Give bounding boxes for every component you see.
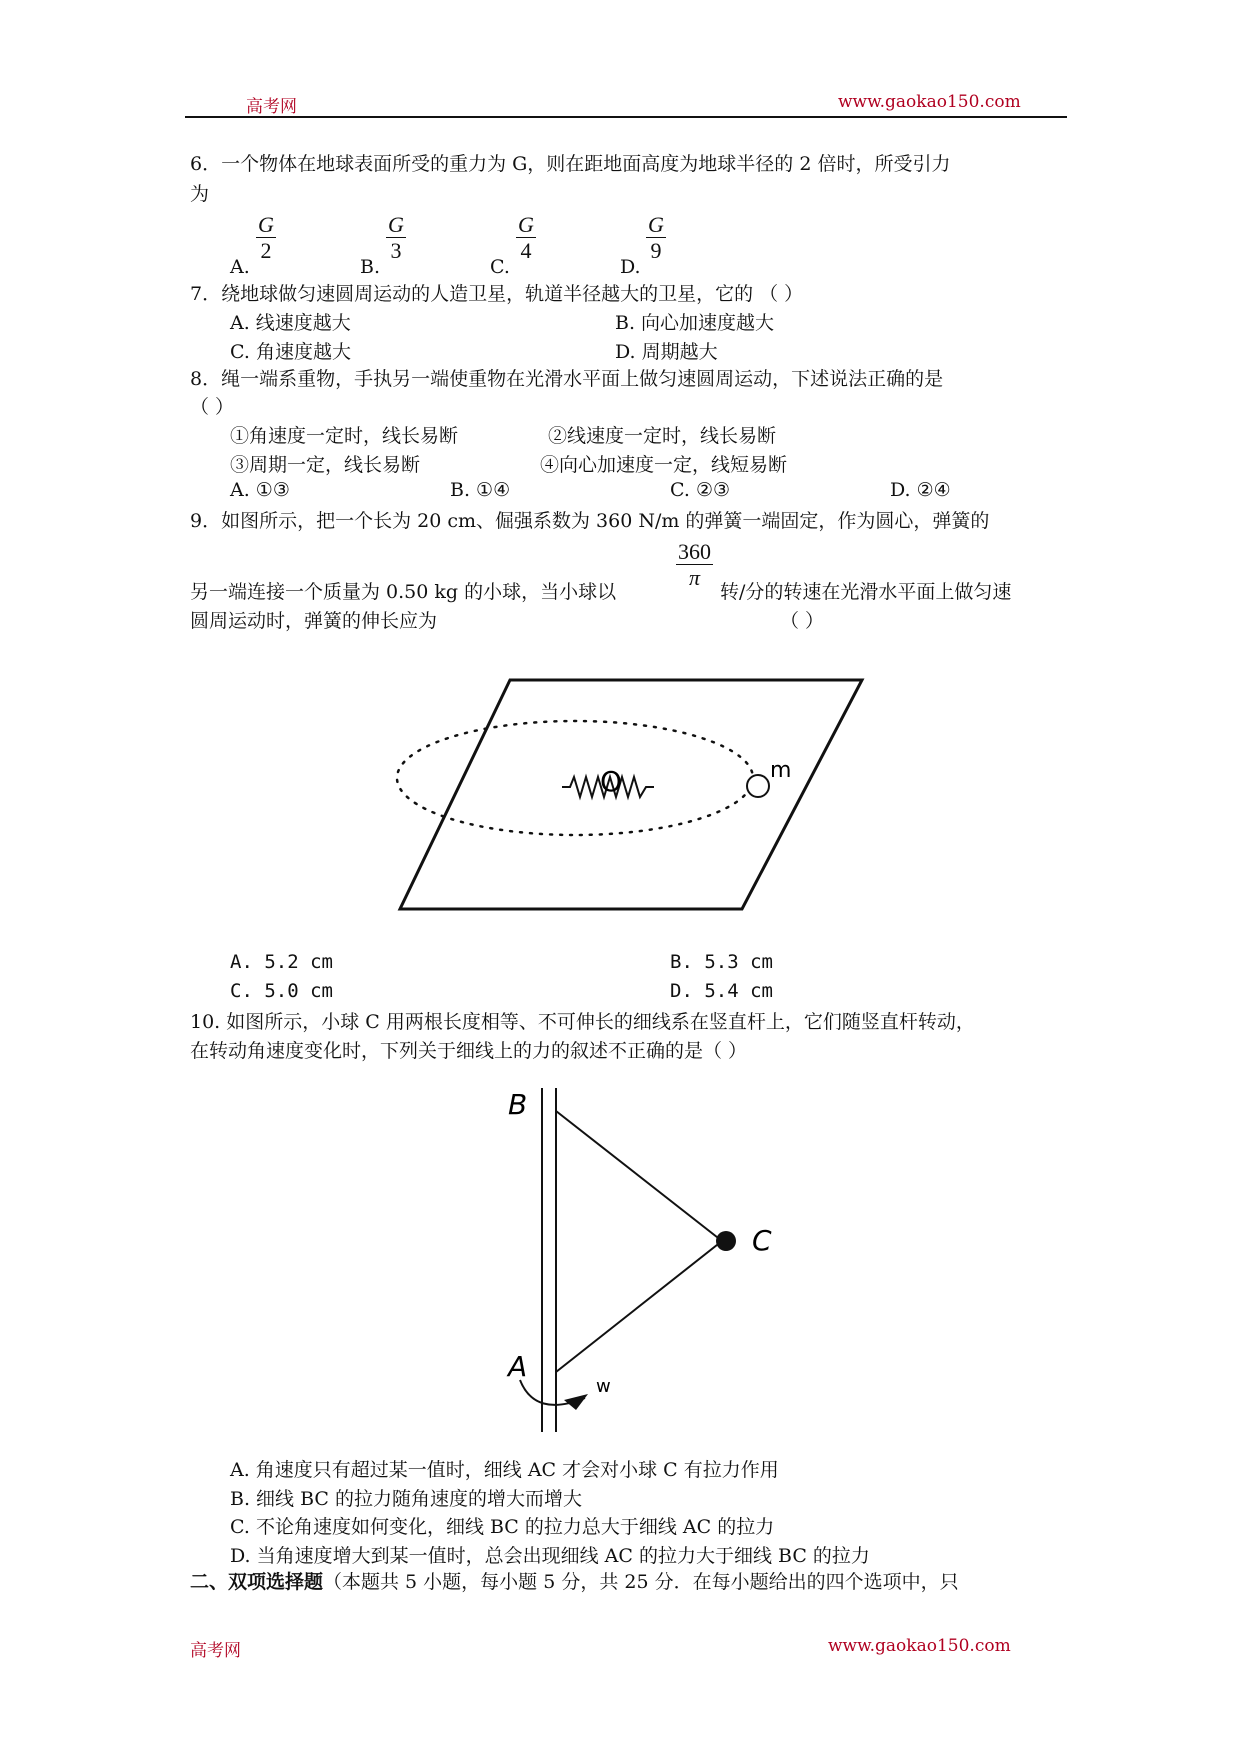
q6-option-a-numerator: G: [258, 212, 274, 237]
q6-option-a-denominator: 2: [260, 238, 272, 263]
q9-stem-line2a: 另一端连接一个质量为 0.50 kg 的小球，当小球以: [190, 581, 617, 603]
string-bc: [556, 1111, 722, 1241]
q9-option-b: B. 5.3 cm: [670, 951, 773, 973]
q8-stem-line2: （ ）: [190, 396, 235, 418]
angular-velocity-label: w: [596, 1376, 611, 1397]
q7-option-b: B. 向心加速度越大: [615, 312, 775, 334]
q6-stem-line2: 为: [190, 183, 210, 205]
center-label: O: [600, 765, 623, 798]
q6-option-b-fraction: [386, 213, 406, 264]
string-ac: [556, 1241, 722, 1372]
q9-stem-line1: 9．如图所示，把一个长为 20 cm、倔强系数为 360 N/m 的弹簧一端固定，作为圆心，弹簧的: [190, 510, 990, 532]
point-a-label: A: [508, 1350, 528, 1383]
q6-option-b-denominator: 3: [390, 238, 402, 263]
q10-stem-line2: 在转动角速度变化时，下列关于细线上的力的叙述不正确的是（ ）: [190, 1040, 748, 1062]
q8-statement-4: ④向心加速度一定，线短易断: [540, 454, 788, 476]
mass-label: m: [770, 758, 792, 783]
q7-stem: 7．绕地球做匀速圆周运动的人造卫星，轨道半径越大的卫星，它的 （ ）: [190, 283, 804, 305]
q7-option-a: A. 线速度越大: [230, 312, 351, 334]
q6-option-a-label: A.: [230, 256, 250, 278]
q10-option-a: A. 角速度只有超过某一值时，细线 AC 才会对小球 C 有拉力作用: [230, 1459, 779, 1481]
q6-option-c-label: C.: [490, 256, 510, 278]
q8-stem-line1: 8．绳一端系重物，手执另一端使重物在光滑水平面上做匀速圆周运动，下述说法正确的是: [190, 368, 944, 390]
ball-c: [716, 1231, 736, 1251]
q10-option-c: C. 不论角速度如何变化，细线 BC 的拉力总大于细线 AC 的拉力: [230, 1516, 775, 1538]
q6-option-b-label: B.: [360, 256, 381, 278]
q9-stem-line2b: 转/分的转速在光滑水平面上做匀速: [720, 581, 1012, 603]
q9-stem-line3: 圆周运动时，弹簧的伸长应为: [190, 610, 438, 632]
q6-option-b-numerator: G: [388, 212, 404, 237]
q9-option-a: A. 5.2 cm: [230, 951, 333, 973]
q7-option-d: D. 周期越大: [615, 341, 718, 363]
q6-option-d-fraction: [646, 213, 666, 264]
section-2-title: 二、双项选择题: [190, 1571, 324, 1593]
q6-option-d-numerator: G: [648, 212, 664, 237]
q6-option-c-fraction: [516, 213, 536, 264]
section-2-description: （本题共 5 小题，每小题 5 分，共 25 分．在每小题给出的四个选项中，只: [323, 1571, 959, 1593]
q9-option-d: D. 5.4 cm: [670, 980, 773, 1002]
q8-statement-1: ①角速度一定时，线长易断: [230, 425, 459, 447]
footer-site-name: 高考网: [190, 1641, 241, 1661]
q9-rpm-numerator: 360: [678, 539, 711, 564]
q6-option-a-fraction: [256, 213, 276, 264]
q9-rpm-fraction: [676, 540, 713, 591]
header-rule: [185, 116, 1067, 118]
q8-statement-2: ②线速度一定时，线长易断: [548, 425, 777, 447]
point-b-label: B: [508, 1088, 528, 1121]
rotation-arrowhead: [564, 1394, 588, 1410]
q9-figure: [390, 675, 870, 925]
q10-figure: [490, 1080, 790, 1440]
q10-option-b: B. 细线 BC 的拉力随角速度的增大而增大: [230, 1488, 582, 1510]
q6-option-d-label: D.: [620, 256, 641, 278]
q8-statement-3: ③周期一定，线长易断: [230, 454, 421, 476]
q8-option-c: C. ②③: [670, 479, 731, 501]
footer-url[interactable]: www.gaokao150.com: [828, 1636, 1011, 1656]
section-2-heading: [190, 1568, 959, 1596]
q10-option-d: D. 当角速度增大到某一值时，总会出现细线 AC 的拉力大于细线 BC 的拉力: [230, 1545, 870, 1567]
q6-option-c-denominator: 4: [520, 238, 532, 263]
q9-rpm-denominator: π: [688, 565, 701, 590]
q8-option-a: A. ①③: [230, 479, 290, 501]
q9-option-c: C. 5.0 cm: [230, 980, 333, 1002]
plane-outline: [400, 680, 862, 909]
header-site-name: 高考网: [246, 97, 297, 117]
q8-option-b: B. ①④: [450, 479, 511, 501]
q8-option-d: D. ②④: [890, 479, 951, 501]
q9-answer-paren: （ ）: [780, 610, 825, 632]
q6-stem-line1: 6．一个物体在地球表面所受的重力为 G，则在距地面高度为地球半径的 2 倍时，所受引力: [190, 153, 951, 175]
header-url[interactable]: www.gaokao150.com: [838, 92, 1021, 112]
q7-option-c: C. 角速度越大: [230, 341, 351, 363]
q6-option-c-numerator: G: [518, 212, 534, 237]
q10-stem-line1: 10. 如图所示，小球 C 用两根长度相等、不可伸长的细线系在竖直杆上，它们随竖直杆转动，: [190, 1011, 975, 1033]
point-c-label: C: [752, 1224, 772, 1257]
q6-option-d-denominator: 9: [650, 238, 662, 263]
ball: [747, 775, 769, 797]
